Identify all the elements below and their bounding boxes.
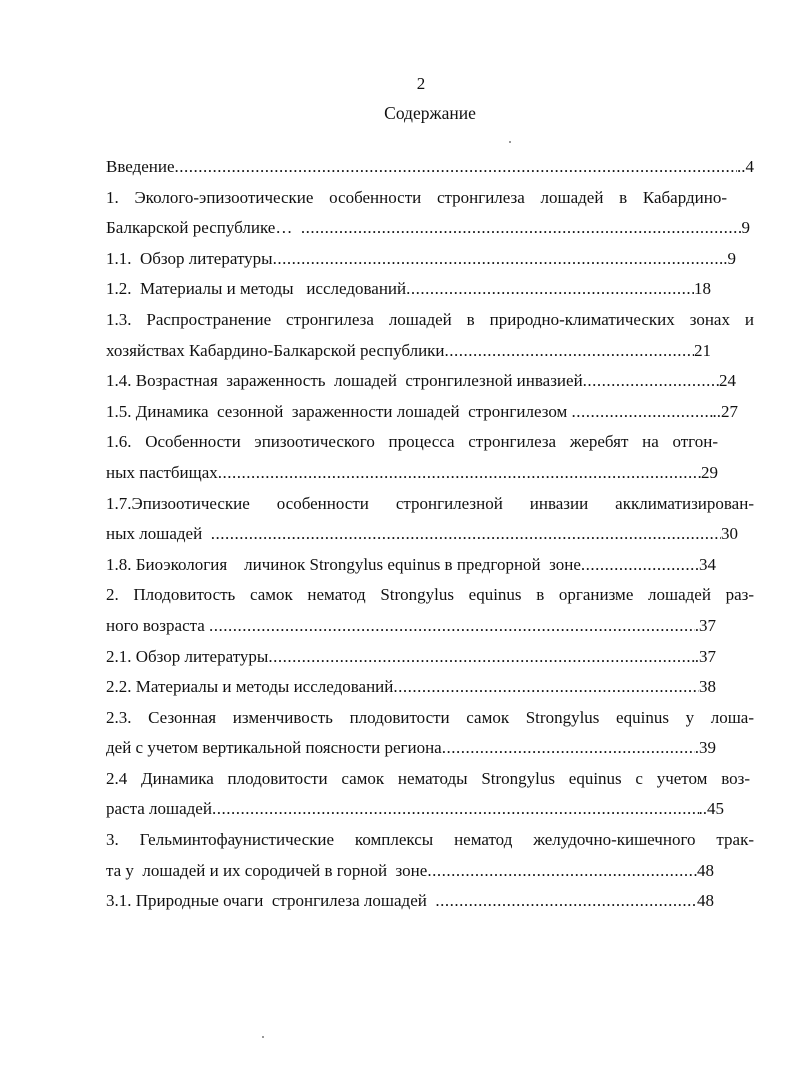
- toc-entry-line[interactable]: [106, 733, 716, 764]
- toc-entry-line[interactable]: 1.7.Эпизоотические особенности стронгилезной инвазии акклиматизирован-: [106, 493, 754, 513]
- scan-speck: [509, 141, 511, 143]
- toc-entry-line[interactable]: [106, 794, 724, 825]
- toc-entry-line[interactable]: [106, 366, 736, 397]
- page-number: 2: [416, 74, 426, 93]
- toc-entry-line[interactable]: [106, 672, 716, 703]
- toc-entry-line[interactable]: [106, 550, 716, 581]
- toc-entry-text: ных лошадей: [106, 524, 211, 544]
- toc-leader-dots: [393, 672, 699, 703]
- toc-leader-dots: [445, 336, 694, 367]
- toc-leader-dots: [301, 213, 742, 244]
- toc-leader-dots: [209, 611, 695, 642]
- toc-entry-text: та у лошадей и их сородичей в горной зоне: [106, 860, 428, 880]
- toc-leader-dots: [218, 458, 701, 489]
- toc-entry-line[interactable]: 2.4 Динамика плодовитости самок нематоды Strongylus equinus с учетом воз-: [106, 768, 750, 788]
- toc-entry-page: .37: [694, 646, 716, 666]
- toc-leader-dots: [435, 886, 697, 917]
- toc-leader-dots: [268, 642, 694, 673]
- toc-entry-text: Балкарской республике…: [106, 218, 301, 238]
- toc-entry-page: ..4: [737, 157, 754, 176]
- toc-entry-page: 18: [694, 279, 711, 299]
- toc-entry-text: 2.1. Обзор литературы: [106, 646, 269, 666]
- toc-leader-dots: [427, 856, 697, 887]
- toc-entry-page: 48: [697, 860, 714, 880]
- toc-entry-text: 3.1. Природные очаги стронгилеза лошадей: [106, 891, 436, 911]
- toc-entry-text: ных пастбищах: [106, 462, 218, 482]
- toc-entry-line[interactable]: [106, 336, 711, 367]
- toc-entry-page: 21: [694, 340, 711, 360]
- toc-leader-dots: [572, 397, 713, 428]
- toc-entry-page: 29: [701, 462, 718, 482]
- toc-entry-page: .39: [694, 738, 716, 758]
- toc-entry-text: 1.4. Возрастная зараженность лошадей стронгилезной инвазией: [106, 371, 583, 391]
- toc-entry-text: раста лошадей: [106, 799, 212, 819]
- toc-entry-line[interactable]: [106, 213, 750, 244]
- toc-entry-page: 34: [699, 554, 716, 574]
- scan-speck: [262, 1036, 264, 1038]
- page-title: Содержание: [384, 103, 476, 123]
- toc-entry-line[interactable]: [106, 458, 718, 489]
- toc-leader-dots: [406, 274, 694, 305]
- toc-entry-line[interactable]: [106, 274, 711, 305]
- toc-entry-page: ..27: [712, 401, 738, 421]
- toc-entry-text: 1.1. Обзор литературы: [106, 248, 273, 268]
- toc-leader-dots: [211, 519, 721, 550]
- toc-entry-page: 48: [697, 891, 714, 911]
- toc-entry-line[interactable]: 2. Плодовитость самок нематод Strongylus equinus в организме лошадей раз-: [106, 585, 754, 605]
- toc-entry-page: 24: [719, 371, 736, 391]
- toc-entry-introduction[interactable]: [106, 152, 754, 183]
- toc-entry-line[interactable]: 1.3. Распространение стронгилеза лошадей в природно-климатических зонах и: [106, 309, 754, 329]
- toc-entry-text: 1.8. Биоэкология личинок Strongylus equinus в предгорной зоне: [106, 554, 581, 574]
- toc-entry-text: 1.2. Материалы и методы исследований: [106, 279, 407, 299]
- toc-entry-text: Введение: [106, 157, 175, 176]
- toc-leader-dots: [583, 366, 719, 397]
- toc-leader-dots: [212, 794, 699, 825]
- toc-entry-line[interactable]: 3. Гельминтофаунистические комплексы нематод желудочно-кишечного трак-: [106, 830, 754, 850]
- toc-entry-line[interactable]: [106, 886, 714, 917]
- toc-entry-line[interactable]: [106, 244, 736, 275]
- toc-entry-text: 2.2. Материалы и методы исследований: [106, 677, 394, 697]
- toc-entry-text: 1.5. Динамика сезонной зараженности лошадей стронгилезом: [106, 401, 572, 421]
- toc-entry-line[interactable]: [106, 611, 716, 642]
- toc-entry-line[interactable]: 1. Эколого-эпизоотические особенности стронгилеза лошадей в Кабардино-: [106, 187, 727, 207]
- toc-entry-line[interactable]: [106, 642, 716, 673]
- toc-leader-dots: [581, 550, 699, 581]
- toc-entry-text: ного возраста: [106, 615, 210, 635]
- toc-leader-dots: [442, 733, 695, 764]
- toc-entry-line[interactable]: [106, 856, 714, 887]
- toc-entry-line[interactable]: [106, 519, 738, 550]
- toc-entry-line[interactable]: 1.6. Особенности эпизоотического процесса стронгилеза жеребят на отгон-: [106, 432, 718, 452]
- table-of-contents: [106, 152, 754, 917]
- toc-entry-page: ..9: [719, 248, 736, 268]
- toc-entry-page: ..45: [698, 799, 724, 819]
- toc-leader-dots: [273, 244, 719, 275]
- toc-entry-line[interactable]: 2.3. Сезонная изменчивость плодовитости самок Strongylus equinus у лоша-: [106, 707, 754, 727]
- toc-entry-line[interactable]: [106, 397, 738, 428]
- toc-entry-page: 38: [699, 677, 716, 697]
- toc-entry-text: дей с учетом вертикальной поясности региона: [106, 738, 442, 758]
- toc-entry-page: 30: [721, 524, 738, 544]
- toc-entry-page: 9: [741, 218, 750, 238]
- toc-entry-text: хозяйствах Кабардино-Балкарской республики: [106, 340, 445, 360]
- toc-entry-page: .37: [694, 615, 716, 635]
- toc-leader-dots: [175, 152, 737, 183]
